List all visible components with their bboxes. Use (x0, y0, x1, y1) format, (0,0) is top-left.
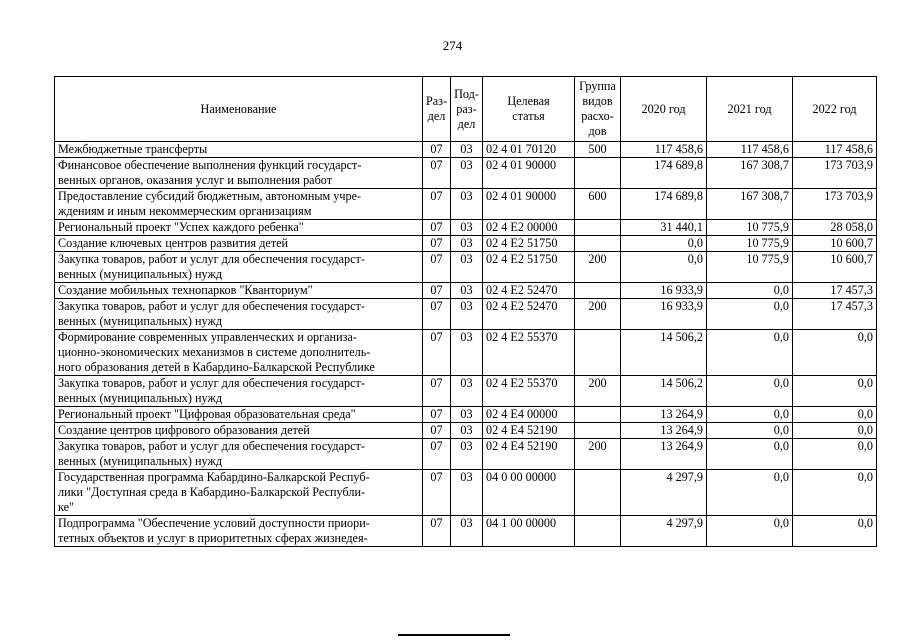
cell-2022: 10 600,7 (793, 252, 877, 283)
cell-2021: 0,0 (707, 423, 793, 439)
cell-name: Государственная программа Кабардино-Балкарской Респуб- лики "Доступная среда в Кабардино-Балкарской Республи- ке" (55, 470, 423, 516)
cell-subsection: 03 (451, 423, 483, 439)
cell-subsection: 03 (451, 470, 483, 516)
cell-2022: 0,0 (793, 423, 877, 439)
cell-section: 07 (423, 439, 451, 470)
cell-target: 02 4 E2 51750 (483, 236, 575, 252)
cell-2020: 174 689,8 (621, 189, 707, 220)
cell-2022: 0,0 (793, 516, 877, 547)
cell-name: Закупка товаров, работ и услуг для обеспечения государст- венных (муниципальных) нужд (55, 299, 423, 330)
cell-expense-group (575, 423, 621, 439)
cell-2021: 0,0 (707, 516, 793, 547)
cell-subsection: 03 (451, 142, 483, 158)
cell-subsection: 03 (451, 283, 483, 299)
cell-2020: 16 933,9 (621, 299, 707, 330)
cell-section: 07 (423, 516, 451, 547)
cell-name: Межбюджетные трансферты (55, 142, 423, 158)
cell-subsection: 03 (451, 439, 483, 470)
cell-2020: 13 264,9 (621, 439, 707, 470)
cell-section: 07 (423, 236, 451, 252)
cell-expense-group (575, 220, 621, 236)
cell-2022: 0,0 (793, 470, 877, 516)
table-row (55, 470, 877, 516)
header-target: Целевая статья (483, 77, 575, 142)
cell-name: Предоставление субсидий бюджетным, автономным учре- ждениям и иным некоммерческим организациям (55, 189, 423, 220)
cell-name: Закупка товаров, работ и услуг для обеспечения государст- венных (муниципальных) нужд (55, 252, 423, 283)
table-header-row (55, 77, 877, 142)
cell-section: 07 (423, 470, 451, 516)
cell-expense-group: 200 (575, 376, 621, 407)
table-row (55, 283, 877, 299)
cell-expense-group: 200 (575, 439, 621, 470)
cell-2021: 167 308,7 (707, 189, 793, 220)
table-row (55, 236, 877, 252)
cell-2021: 117 458,6 (707, 142, 793, 158)
budget-table (54, 76, 877, 547)
cell-subsection: 03 (451, 407, 483, 423)
cell-name: Создание мобильных технопарков "Кванториум" (55, 283, 423, 299)
cell-2021: 0,0 (707, 470, 793, 516)
header-subsection: Под- раз- дел (451, 77, 483, 142)
cell-expense-group (575, 158, 621, 189)
cell-2021: 0,0 (707, 407, 793, 423)
table-body (55, 142, 877, 547)
cell-subsection: 03 (451, 299, 483, 330)
cell-name: Закупка товаров, работ и услуг для обеспечения государст- венных (муниципальных) нужд (55, 376, 423, 407)
cell-2021: 10 775,9 (707, 252, 793, 283)
cell-expense-group: 500 (575, 142, 621, 158)
cell-2020: 0,0 (621, 252, 707, 283)
cell-section: 07 (423, 407, 451, 423)
cell-section: 07 (423, 299, 451, 330)
cell-subsection: 03 (451, 158, 483, 189)
cell-section: 07 (423, 189, 451, 220)
table-row (55, 407, 877, 423)
cell-2022: 173 703,9 (793, 158, 877, 189)
cell-target: 02 4 E2 55370 (483, 330, 575, 376)
cell-2022: 117 458,6 (793, 142, 877, 158)
header-2021: 2021 год (707, 77, 793, 142)
cell-2022: 17 457,3 (793, 299, 877, 330)
cell-2021: 0,0 (707, 283, 793, 299)
cell-expense-group: 200 (575, 252, 621, 283)
cell-2020: 13 264,9 (621, 407, 707, 423)
table-row (55, 516, 877, 547)
cell-expense-group (575, 516, 621, 547)
cell-2022: 0,0 (793, 376, 877, 407)
cell-expense-group (575, 470, 621, 516)
cell-expense-group (575, 283, 621, 299)
cell-2021: 10 775,9 (707, 220, 793, 236)
cell-2020: 31 440,1 (621, 220, 707, 236)
cell-2021: 10 775,9 (707, 236, 793, 252)
cell-2020: 13 264,9 (621, 423, 707, 439)
cell-2020: 117 458,6 (621, 142, 707, 158)
table-row (55, 142, 877, 158)
cell-target: 02 4 E4 52190 (483, 423, 575, 439)
cell-2020: 174 689,8 (621, 158, 707, 189)
table-row (55, 330, 877, 376)
cell-target: 02 4 01 70120 (483, 142, 575, 158)
cell-2022: 17 457,3 (793, 283, 877, 299)
cell-subsection: 03 (451, 189, 483, 220)
cell-expense-group: 200 (575, 299, 621, 330)
table-row (55, 439, 877, 470)
footer-line (398, 634, 510, 636)
header-section: Раз- дел (423, 77, 451, 142)
cell-2021: 0,0 (707, 299, 793, 330)
cell-2020: 14 506,2 (621, 330, 707, 376)
cell-target: 02 4 E2 51750 (483, 252, 575, 283)
table-row (55, 158, 877, 189)
cell-subsection: 03 (451, 516, 483, 547)
cell-subsection: 03 (451, 330, 483, 376)
cell-2022: 10 600,7 (793, 236, 877, 252)
cell-name: Региональный проект "Успех каждого ребенка" (55, 220, 423, 236)
cell-expense-group (575, 330, 621, 376)
table-row (55, 252, 877, 283)
header-2022: 2022 год (793, 77, 877, 142)
page-number: 274 (442, 38, 463, 53)
cell-subsection: 03 (451, 220, 483, 236)
cell-target: 02 4 E2 52470 (483, 283, 575, 299)
cell-subsection: 03 (451, 252, 483, 283)
cell-name: Подпрограмма "Обеспечение условий доступности приори- тетных объектов и услуг в приоритетных сферах жизнедея- (55, 516, 423, 547)
table-row (55, 376, 877, 407)
cell-section: 07 (423, 330, 451, 376)
cell-target: 02 4 01 90000 (483, 158, 575, 189)
cell-name: Региональный проект "Цифровая образовательная среда" (55, 407, 423, 423)
cell-subsection: 03 (451, 376, 483, 407)
cell-target: 02 4 E2 55370 (483, 376, 575, 407)
table-row (55, 423, 877, 439)
table-row (55, 220, 877, 236)
cell-section: 07 (423, 158, 451, 189)
cell-expense-group (575, 236, 621, 252)
cell-2020: 14 506,2 (621, 376, 707, 407)
cell-target: 02 4 E4 52190 (483, 439, 575, 470)
cell-target: 02 4 01 90000 (483, 189, 575, 220)
cell-expense-group (575, 407, 621, 423)
cell-section: 07 (423, 376, 451, 407)
header-2020: 2020 год (621, 77, 707, 142)
header-name: Наименование (55, 77, 423, 142)
cell-name: Формирование современных управленческих и организа- ционно-экономических механизмов в системе дополнитель- ного образования детей в Кабардино-Балкарской Республике (55, 330, 423, 376)
cell-target: 04 1 00 00000 (483, 516, 575, 547)
cell-section: 07 (423, 423, 451, 439)
cell-name: Финансовое обеспечение выполнения функций государст- венных органов, оказания услуг и выполнения работ (55, 158, 423, 189)
cell-2021: 0,0 (707, 439, 793, 470)
cell-section: 07 (423, 220, 451, 236)
cell-target: 02 4 E2 52470 (483, 299, 575, 330)
table-row (55, 189, 877, 220)
cell-2020: 0,0 (621, 236, 707, 252)
cell-2020: 4 297,9 (621, 470, 707, 516)
cell-2021: 0,0 (707, 330, 793, 376)
header-expense-group: Группа видов расхо- дов (575, 77, 621, 142)
cell-2020: 4 297,9 (621, 516, 707, 547)
cell-2022: 0,0 (793, 407, 877, 423)
cell-2022: 28 058,0 (793, 220, 877, 236)
cell-target: 02 4 E2 00000 (483, 220, 575, 236)
cell-2020: 16 933,9 (621, 283, 707, 299)
cell-2022: 0,0 (793, 330, 877, 376)
cell-name: Создание центров цифрового образования детей (55, 423, 423, 439)
cell-section: 07 (423, 283, 451, 299)
cell-2021: 167 308,7 (707, 158, 793, 189)
cell-2022: 173 703,9 (793, 189, 877, 220)
cell-expense-group: 600 (575, 189, 621, 220)
cell-target: 04 0 00 00000 (483, 470, 575, 516)
cell-name: Создание ключевых центров развития детей (55, 236, 423, 252)
cell-2022: 0,0 (793, 439, 877, 470)
cell-2021: 0,0 (707, 376, 793, 407)
cell-name: Закупка товаров, работ и услуг для обеспечения государст- венных (муниципальных) нужд (55, 439, 423, 470)
cell-section: 07 (423, 142, 451, 158)
cell-subsection: 03 (451, 236, 483, 252)
table-row (55, 299, 877, 330)
cell-section: 07 (423, 252, 451, 283)
cell-target: 02 4 E4 00000 (483, 407, 575, 423)
